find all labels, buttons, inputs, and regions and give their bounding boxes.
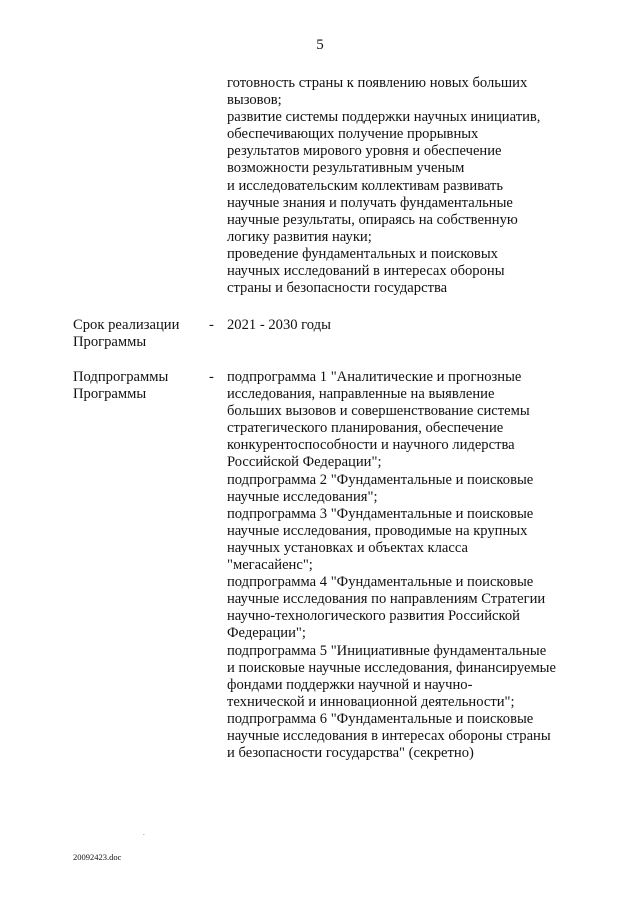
- subprograms-label-line: Подпрограммы: [73, 369, 169, 385]
- subprogram-line: технической и инновационной деятельности";: [227, 693, 515, 710]
- small-mark: .: [143, 829, 145, 837]
- subprograms-label: [73, 369, 168, 403]
- intro-line: страны и безопасности государства: [227, 280, 448, 297]
- subprogram-line: и безопасности государства" (секретно): [227, 745, 474, 762]
- subprogram-line: подпрограмма 3 "Фундаментальные и поисковые: [227, 505, 534, 522]
- intro-line: проведение фундаментальных и поисковых: [227, 245, 498, 262]
- term-dash: -: [209, 317, 214, 333]
- subprogram-line: научные исследования в интересах обороны страны: [227, 727, 551, 744]
- subprograms-text-block: [227, 369, 556, 762]
- intro-line: научных исследований в интересах обороны: [227, 263, 505, 280]
- subprogram-line: больших вызовов и совершенствование системы: [227, 403, 530, 420]
- term-value: 2021 - 2030 годы: [227, 317, 331, 333]
- intro-line: логику развития науки;: [227, 228, 372, 245]
- subprogram-line: подпрограмма 1 "Аналитические и прогнозные: [227, 369, 522, 385]
- subprogram-line: стратегического планирования, обеспечение: [227, 420, 504, 437]
- subprogram-line: научные исследования";: [227, 488, 378, 505]
- subprogram-line: исследования, направленные на выявление: [227, 386, 495, 403]
- intro-line: готовность страны к появлению новых больших: [227, 75, 528, 91]
- subprogram-line: научные исследования, проводимые на крупных: [227, 522, 528, 539]
- subprogram-line: Российской Федерации";: [227, 454, 382, 471]
- page-number: 5: [316, 37, 324, 53]
- term-label: [73, 317, 179, 351]
- intro-line: возможности результативным ученым: [227, 160, 465, 177]
- file-name: 20092423.doc: [73, 852, 122, 862]
- subprogram-line: подпрограмма 2 "Фундаментальные и поисковые: [227, 471, 534, 488]
- intro-line: обеспечивающих получение прорывных: [227, 126, 479, 143]
- subprogram-line: подпрограмма 4 "Фундаментальные и поисковые: [227, 574, 534, 591]
- term-label-line: Срок реализации: [73, 317, 180, 333]
- subprogram-line: конкурентоспособности и научного лидерства: [227, 437, 515, 454]
- intro-line: научные знания и получать фундаментальные: [227, 194, 513, 211]
- intro-line: результатов мирового уровня и обеспечение: [227, 143, 502, 160]
- subprogram-line: научные исследования по направлениям Стратегии: [227, 591, 546, 608]
- intro-line: научные результаты, опираясь на собственную: [227, 211, 518, 228]
- subprogram-line: подпрограмма 6 "Фундаментальные и поисковые: [227, 710, 534, 727]
- subprograms-dash: -: [209, 369, 214, 385]
- subprogram-line: научно-технологического развития Российской: [227, 608, 520, 625]
- intro-line: вызовов;: [227, 92, 282, 109]
- subprogram-line: Федерации";: [227, 625, 306, 642]
- intro-text-block: [227, 75, 540, 297]
- subprogram-line: фондами поддержки научной и научно-: [227, 676, 473, 693]
- subprograms-label-line: Программы: [73, 386, 147, 403]
- intro-line: и исследовательским коллективам развивать: [227, 177, 504, 194]
- subprogram-line: научных установках и объектах класса: [227, 539, 469, 556]
- intro-line: развитие системы поддержки научных инициатив,: [227, 109, 541, 126]
- subprogram-line: "мегасайенс";: [227, 557, 313, 574]
- subprogram-line: подпрограмма 5 "Инициативные фундаментальные: [227, 642, 547, 659]
- subprogram-line: и поисковые научные исследования, финансируемые: [227, 659, 556, 676]
- term-label-line: Программы: [73, 334, 147, 351]
